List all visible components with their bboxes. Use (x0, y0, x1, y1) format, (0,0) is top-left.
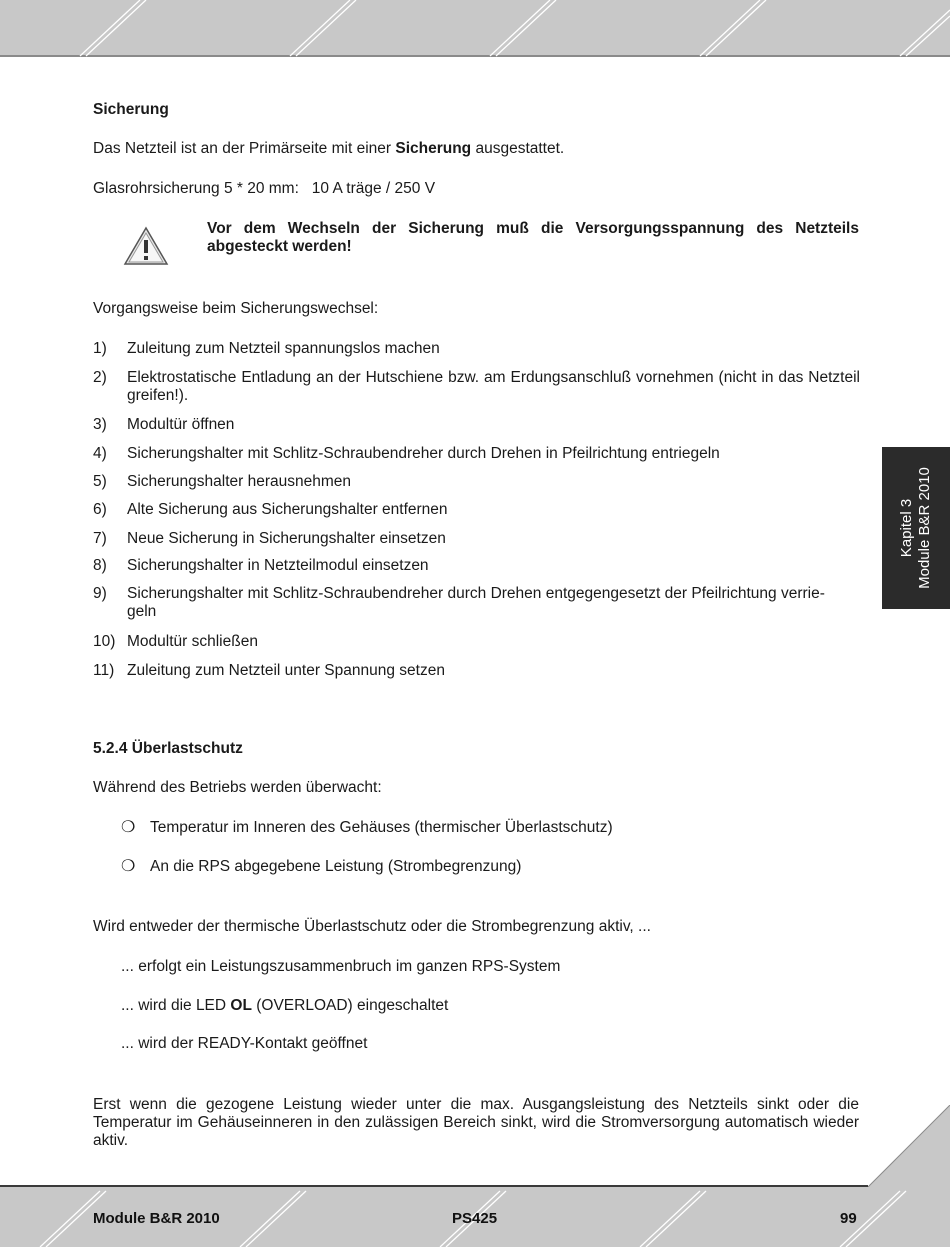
step-number: 8) (93, 557, 107, 574)
step-number: 1) (93, 340, 107, 357)
step-number: 10) (93, 633, 116, 650)
step-number: 5) (93, 473, 107, 490)
step-text: Modultür schließen (127, 633, 258, 650)
closing-paragraph: Erst wenn die gezogene Leistung wieder unter die max. Ausgangsleistung des Netzteils sinkt oder die Temperatur im Gehäuseinneren in den zulässigen Bereich sinkt, wird die Stromversorgung automatisch wieder aktiv. (93, 1096, 859, 1149)
bullet-icon: ❍ (121, 858, 136, 875)
top-band-graphic (0, 0, 950, 58)
step-number: 2) (93, 369, 107, 386)
step-text: Neue Sicherung in Sicherungshalter einsetzen (127, 530, 446, 547)
monitor-intro: Während des Betriebs werden überwacht: (93, 779, 382, 796)
heading-sicherung: Sicherung (93, 101, 169, 118)
chapter-tab-line1: Kapitel 3 (898, 498, 915, 558)
footer-module-name: PS425 (452, 1210, 498, 1227)
warning-text: Vor dem Wechseln der Sicherung muß die Versorgungsspannung des Netzteils abgesteckt werden! (207, 220, 859, 255)
step-text: Sicherungshalter herausnehmen (127, 473, 352, 490)
step-text: Sicherungshalter in Netzteilmodul einsetzen (127, 557, 429, 574)
procedure-title: Vorgangsweise beim Sicherungswechsel: (93, 300, 379, 317)
step-number: 6) (93, 501, 107, 518)
bullet-icon: ❍ (121, 819, 136, 836)
step-text: Alte Sicherung aus Sicherungshalter entfernen (127, 501, 448, 518)
step-text: Sicherungshalter mit Schlitz-Schraubendreher durch Drehen in Pfeilrichtung entriegeln (127, 445, 720, 462)
list-item: An die RPS abgegebene Leistung (Strombegrenzung) (150, 858, 522, 875)
step-number: 9) (93, 585, 107, 602)
chapter-tab-line2: Module B&R 2010 (916, 467, 933, 589)
consequence-1: ... erfolgt ein Leistungszusammenbruch im ganzen RPS-System (121, 958, 561, 975)
list-item: Temperatur im Inneren des Gehäuses (thermischer Überlastschutz) (150, 819, 613, 836)
footer-page-number: 99 (840, 1210, 857, 1227)
step-number: 11) (93, 662, 115, 679)
corner-wedge-graphic (868, 1105, 950, 1187)
step-text: Sicherungshalter mit Schlitz-Schraubendreher durch Drehen entgegengesetzt der Pfeilrichtung verrie- geln (127, 585, 825, 620)
consequence-intro: Wird entweder der thermische Überlastschutz oder die Strombegrenzung aktiv, ... (93, 918, 651, 935)
step-number: 7) (93, 530, 107, 547)
consequence-3: ... wird der READY-Kontakt geöffnet (121, 1035, 368, 1052)
section-heading: 5.2.4 Überlastschutz (93, 740, 243, 757)
chapter-tab (882, 447, 950, 609)
consequence-2: ... wird die LED OL (OVERLOAD) eingeschaltet (121, 997, 449, 1014)
top-decor-band (0, 0, 950, 58)
fuse-spec: Glasrohrsicherung 5 * 20 mm: 10 A träge / 250 V (93, 180, 436, 197)
step-text: Elektrostatische Entladung an der Hutschiene bzw. am Erdungsanschluß vornehmen (nicht in das Netzteil greifen!). (127, 369, 860, 404)
footer-manual-title: Module B&R 2010 (93, 1210, 220, 1227)
chapter-tab-label (898, 467, 934, 589)
intro-paragraph: Das Netzteil ist an der Primärseite mit einer Sicherung ausgestattet. (93, 140, 565, 157)
warning-triangle-icon (122, 225, 170, 267)
step-text: Modultür öffnen (127, 416, 235, 433)
step-number: 3) (93, 416, 107, 433)
step-number: 4) (93, 445, 107, 462)
step-text: Zuleitung zum Netzteil unter Spannung setzen (127, 662, 445, 679)
step-text: Zuleitung zum Netzteil spannungslos machen (127, 340, 440, 357)
